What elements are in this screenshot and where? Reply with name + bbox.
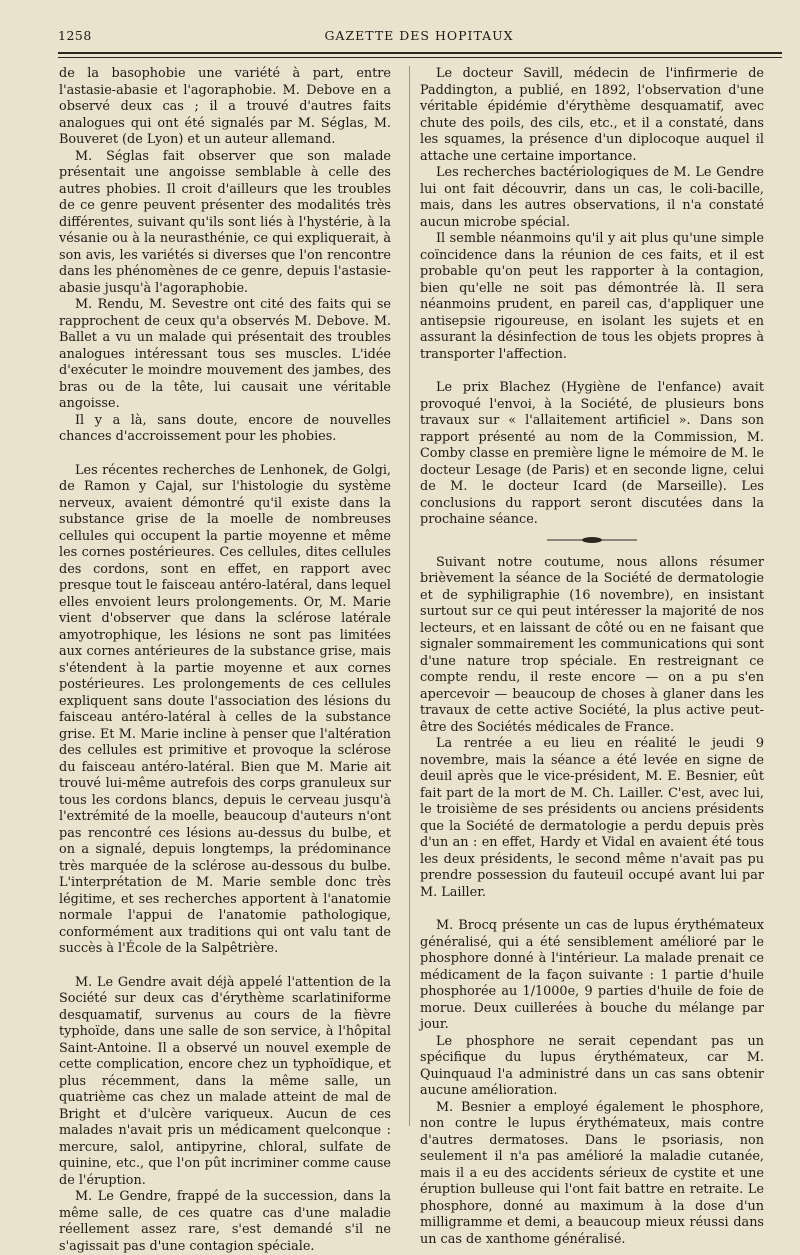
article-paragraph: La rentrée a eu lieu en réalité le jeudi 9 novembre, mais la séance a été levée en signe de deuil après que le vice-président, M. E. Besnier, eût fait part de la mort de M. Ch. Lailler. C'est, avec lui, le troisième de ses présidents ou anciens présidents que la Société de dermatologie a perdu depuis près d'un an : en effet, Hardy et Vidal en avaient été tous les deux présidents, le second même n'avait pas pu prendre possession du fauteuil occupé avant lui par M. Lailler. [420,736,764,900]
section-divider-ornament [420,533,764,549]
page-number: 1258 [58,28,92,43]
article-paragraph: M. Brocq présente un cas de lupus érythémateux généralisé, qui a été sensiblement amélioré par le phosphore donné à l'intérieur. La malade prenait ce médicament de la façon suivante : 1 partie d'huile phosphorée au 1/1000e, 9 parties d'huile de foie de morue. Deux cuillerées à bouche du mélange par jour. [420,918,764,1032]
section-gap [420,363,764,380]
article-paragraph: M. Le Gendre, frappé de la succession, dans la même salle, de ces quatre cas d'une maladie réellement assez rare, s'est demandé s'il ne s'agissait pas d'une contagion spéciale. [59,1189,391,1254]
article-paragraph: M. Rendu, M. Sevestre ont cité des faits qui se rapprochent de ceux qu'a observés M. Debove. M. Ballet a vu un malade qui présentait des troubles analogues intéressant tous ses muscles. L'idée d'exécuter le moindre mouvement des jambes, des bras ou de la tête, lui causait une véritable angoisse. [59,297,391,411]
article-paragraph: Suivant notre coutume, nous allons résumer brièvement la séance de la Société de dermatologie et de syphiligraphie (16 novembre), en insistant surtout sur ce qui peut intéresser la majorité de nos lecteurs, et en laissant de côté ou en ne faisant que signaler sommairement les communications qui sont d'une nature trop spéciale. En restreignant ce compte rendu, il reste encore — on a pu s'en apercevoir — beaucoup de choses à glaner dans les travaux de cette active Société, la plus active peut-être des Sociétés médicales de France. [420,554,764,735]
column-separator [409,66,410,1126]
page-header [58,28,780,48]
article-paragraph: de la basophobie une variété à part, entre l'astasie-abasie et l'agoraphobie. M. Debove en a observé deux cas ; il a trouvé d'autres faits analogues qui ont été signalés par M. Séglas, M. Bouveret (de Lyon) et un auteur allemand. [59,66,391,147]
article-paragraph: Le phosphore ne serait cependant pas un spécifique du lupus érythémateux, car M. Quinquaud l'a administré dans un cas sans obtenir aucune amélioration. [420,1033,764,1098]
left-column [59,66,391,1255]
journal-title: GAZETTE DES HOPITAUX [324,28,514,43]
article-paragraph: Les recherches bactériologiques de M. Le Gendre lui ont fait découvrir, dans un cas, le coli-bacille, mais, dans les autres observations, il n'a constaté aucun microbe spécial. [420,165,764,230]
section-gap [59,446,391,463]
header-rule-thin [58,57,782,58]
article-paragraph: M. Le Gendre avait déjà appelé l'attention de la Société sur deux cas d'érythème scarlatiniforme desquamatif, survenus au cours de la fièvre typhoïde, dans une salle de son service, à l'hôpital Saint-Antoine. Il a observé un nouvel exemple de cette complication, encore chez un typhoïdique, et plus récemment, dans la même salle, un quatrième cas chez un malade atteint de mal de Bright et d'ulcère variqueux. Aucun de ces malades n'avait pris un médicament quelconque : mercure, salol, antipyrine, chloral, sulfate de quinine, etc., que l'on pût incriminer comme cause de l'éruption. [59,974,391,1188]
article-paragraph: Les récentes recherches de Lenhonek, de Golgi, de Ramon y Cajal, sur l'histologie du système nerveux, avaient démontré qu'il existe dans la substance grise de la moelle de nombreuses cellules qui occupent la partie moyenne et même les cornes postérieures. Ces cellules, dites cellules des cordons, sont en effet, en rapport avec presque tout le faisceau antéro-latéral, dans lequel elles envoient leurs prolongements. Or, M. Marie vient d'observer que dans la sclérose latérale amyotrophique, les lésions ne sont pas limitées aux cornes antérieures de la substance grise, mais s'étendent à la partie moyenne et aux cornes postérieures. Les prolongements de ces cellules expliquent sans doute l'association des lésions du faisceau antéro-latéral à celles de la substance grise. Et M. Marie incline à penser que l'altération des cellules est primitive et provoque la sclérose du faisceau antéro-latéral. Bien que M. Marie ait trouvé lui-même autrefois des corps granuleux sur tous les cordons blancs, depuis le cerveau jusqu'à l'extrémité de la moelle, beaucoup d'auteurs n'ont pas rencontré ces lésions au-dessus du bulbe, et on a signalé, depuis longtemps, la prédominance très marquée de la sclérose au-dessous du bulbe. L'interprétation de M. Marie semble donc très légitime, et ses recherches apportent à l'anatomie normale l'appui de l'anatomie pathologique, conformément aux traditions qui ont valu tant de succès à l'École de la Salpêtrière. [59,462,391,956]
section-gap [420,901,764,918]
right-column [420,66,764,1248]
article-paragraph: Le docteur Savill, médecin de l'infirmerie de Paddington, a publié, en 1892, l'observation d'une véritable épidémie d'érythème desquamatif, avec chute des poils, des cils, etc., et il a constaté, dans les squames, la présence d'un diplocoque auquel il attache une certaine importance. [420,66,764,164]
header-rule-thick [58,52,782,54]
section-gap [59,958,391,975]
article-paragraph: M. Séglas fait observer que son malade présentait une angoisse semblable à celle des autres phobies. Il croit d'ailleurs que les troubles de ce genre peuvent présenter des modalités très différentes, suivant qu'ils sont liés à l'hystérie, à la vésanie ou à la neurasthénie, ce qui expliquerait, à son avis, les variétés si diverses que l'on rencontre dans les phénomènes de ce genre, depuis l'astasie-abasie jusqu'à l'agoraphobie. [59,148,391,296]
article-paragraph: Il semble néanmoins qu'il y ait plus qu'une simple coïncidence dans la réunion de ces faits, et il est probable qu'on peut les rapporter à la contagion, bien qu'elle ne soit pas démontrée là. Il sera néanmoins prudent, en pareil cas, d'appliquer une antisepsie rigoureuse, en isolant les sujets et en assurant la désinfection de tous les objets propres à transporter l'affection. [420,231,764,362]
article-paragraph: M. Besnier a employé également le phosphore, non contre le lupus érythémateux, mais contre d'autres dermatoses. Dans le psoriasis, non seulement il n'a pas amélioré la maladie cutanée, mais il a eu des accidents sérieux de cystite et une éruption bulleuse qui l'ont fait battre en retraite. Le phosphore, donné au maximum à la dose d'un milligramme et demi, a beaucoup mieux réussi dans un cas de xanthome généralisé. [420,1099,764,1247]
article-paragraph: Il y a là, sans doute, encore de nouvelles chances d'accroissement pour les phobies. [59,412,391,444]
article-paragraph: Le prix Blachez (Hygiène de l'enfance) avait provoqué l'envoi, à la Société, de plusieurs bons travaux sur « l'allaitement artificiel ». Dans son rapport présenté au nom de la Commission, M. Comby classe en première ligne le mémoire de M. le docteur Lesage (de Paris) et en seconde ligne, celui de M. le docteur Icard (de Marseille). Les conclusions du rapport seront discutées dans la prochaine séance. [420,380,764,527]
